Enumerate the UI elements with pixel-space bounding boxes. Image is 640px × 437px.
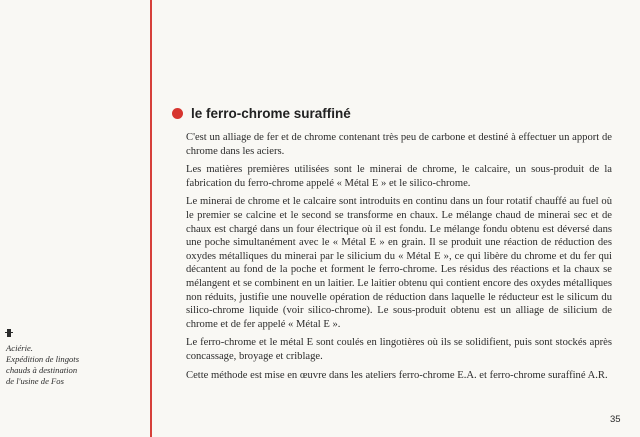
page-number: 35 [610, 414, 621, 425]
paragraph: Le minerai de chrome et le calcaire sont introduits en continu dans un four rotatif chauffé au fuel où le premier se calcine et le second se transforme en chaux. Le mélange chaud de minerai sec et de chaux est chargé dans un four électrique où il est fondu. Le mélange fondu obtenu est déversé dans une poche simultanément avec le « Métal E » en grain. Il se produit une réaction de réduction des oxydes métalliques du minerai par le silicium du « Métal E », ce qui libère du chrome et du fer qui décantent au fond de la poche et forment le ferro-chrome. Les résidus des réactions et la chaux se mélangent et se combinent en un laitier. Le laitier obtenu qui contient encore des oxydes métalliques non réduits, justifie une nouvelle opération de réduction dans laquelle le réducteur est le silicum du silico-chrome liquide (voir silico-chrome). Le sous-produit obtenu est un alliage de silicium de chrome et de fer appelé « Métal E ». [186, 196, 612, 330]
caption-line: Aciérie. [6, 343, 33, 353]
caption-line: Expédition de lingots [6, 354, 80, 364]
caption-marker-icon [7, 329, 11, 337]
paragraph: Le ferro-chrome et le métal E sont coulés en lingotières où ils se solidifient, puis sont stockés après concassage, broyage et criblage. [186, 337, 612, 362]
photo-caption [6, 329, 136, 387]
paragraph: Cette méthode est mise en œuvre dans les ateliers ferro-chrome E.A. et ferro-chrome suraffiné A.R. [186, 369, 608, 381]
margin-rule [150, 0, 152, 437]
section-heading [172, 106, 351, 121]
paragraph: C'est un alliage de fer et de chrome contenant très peu de carbone et destiné à effectuer un apport de chrome dans les aciers. [186, 132, 612, 157]
caption-line: chauds à destination [6, 365, 78, 375]
caption-line: de l'usine de Fos [6, 376, 64, 386]
section-body [186, 131, 612, 387]
red-bullet-icon [172, 108, 183, 119]
paragraph: Les matières premières utilisées sont le minerai de chrome, le calcaire, un sous-produit de la fabrication du ferro-chrome appelé « Métal E » et le silico-chrome. [186, 164, 612, 189]
section-title: le ferro-chrome suraffiné [191, 106, 351, 121]
